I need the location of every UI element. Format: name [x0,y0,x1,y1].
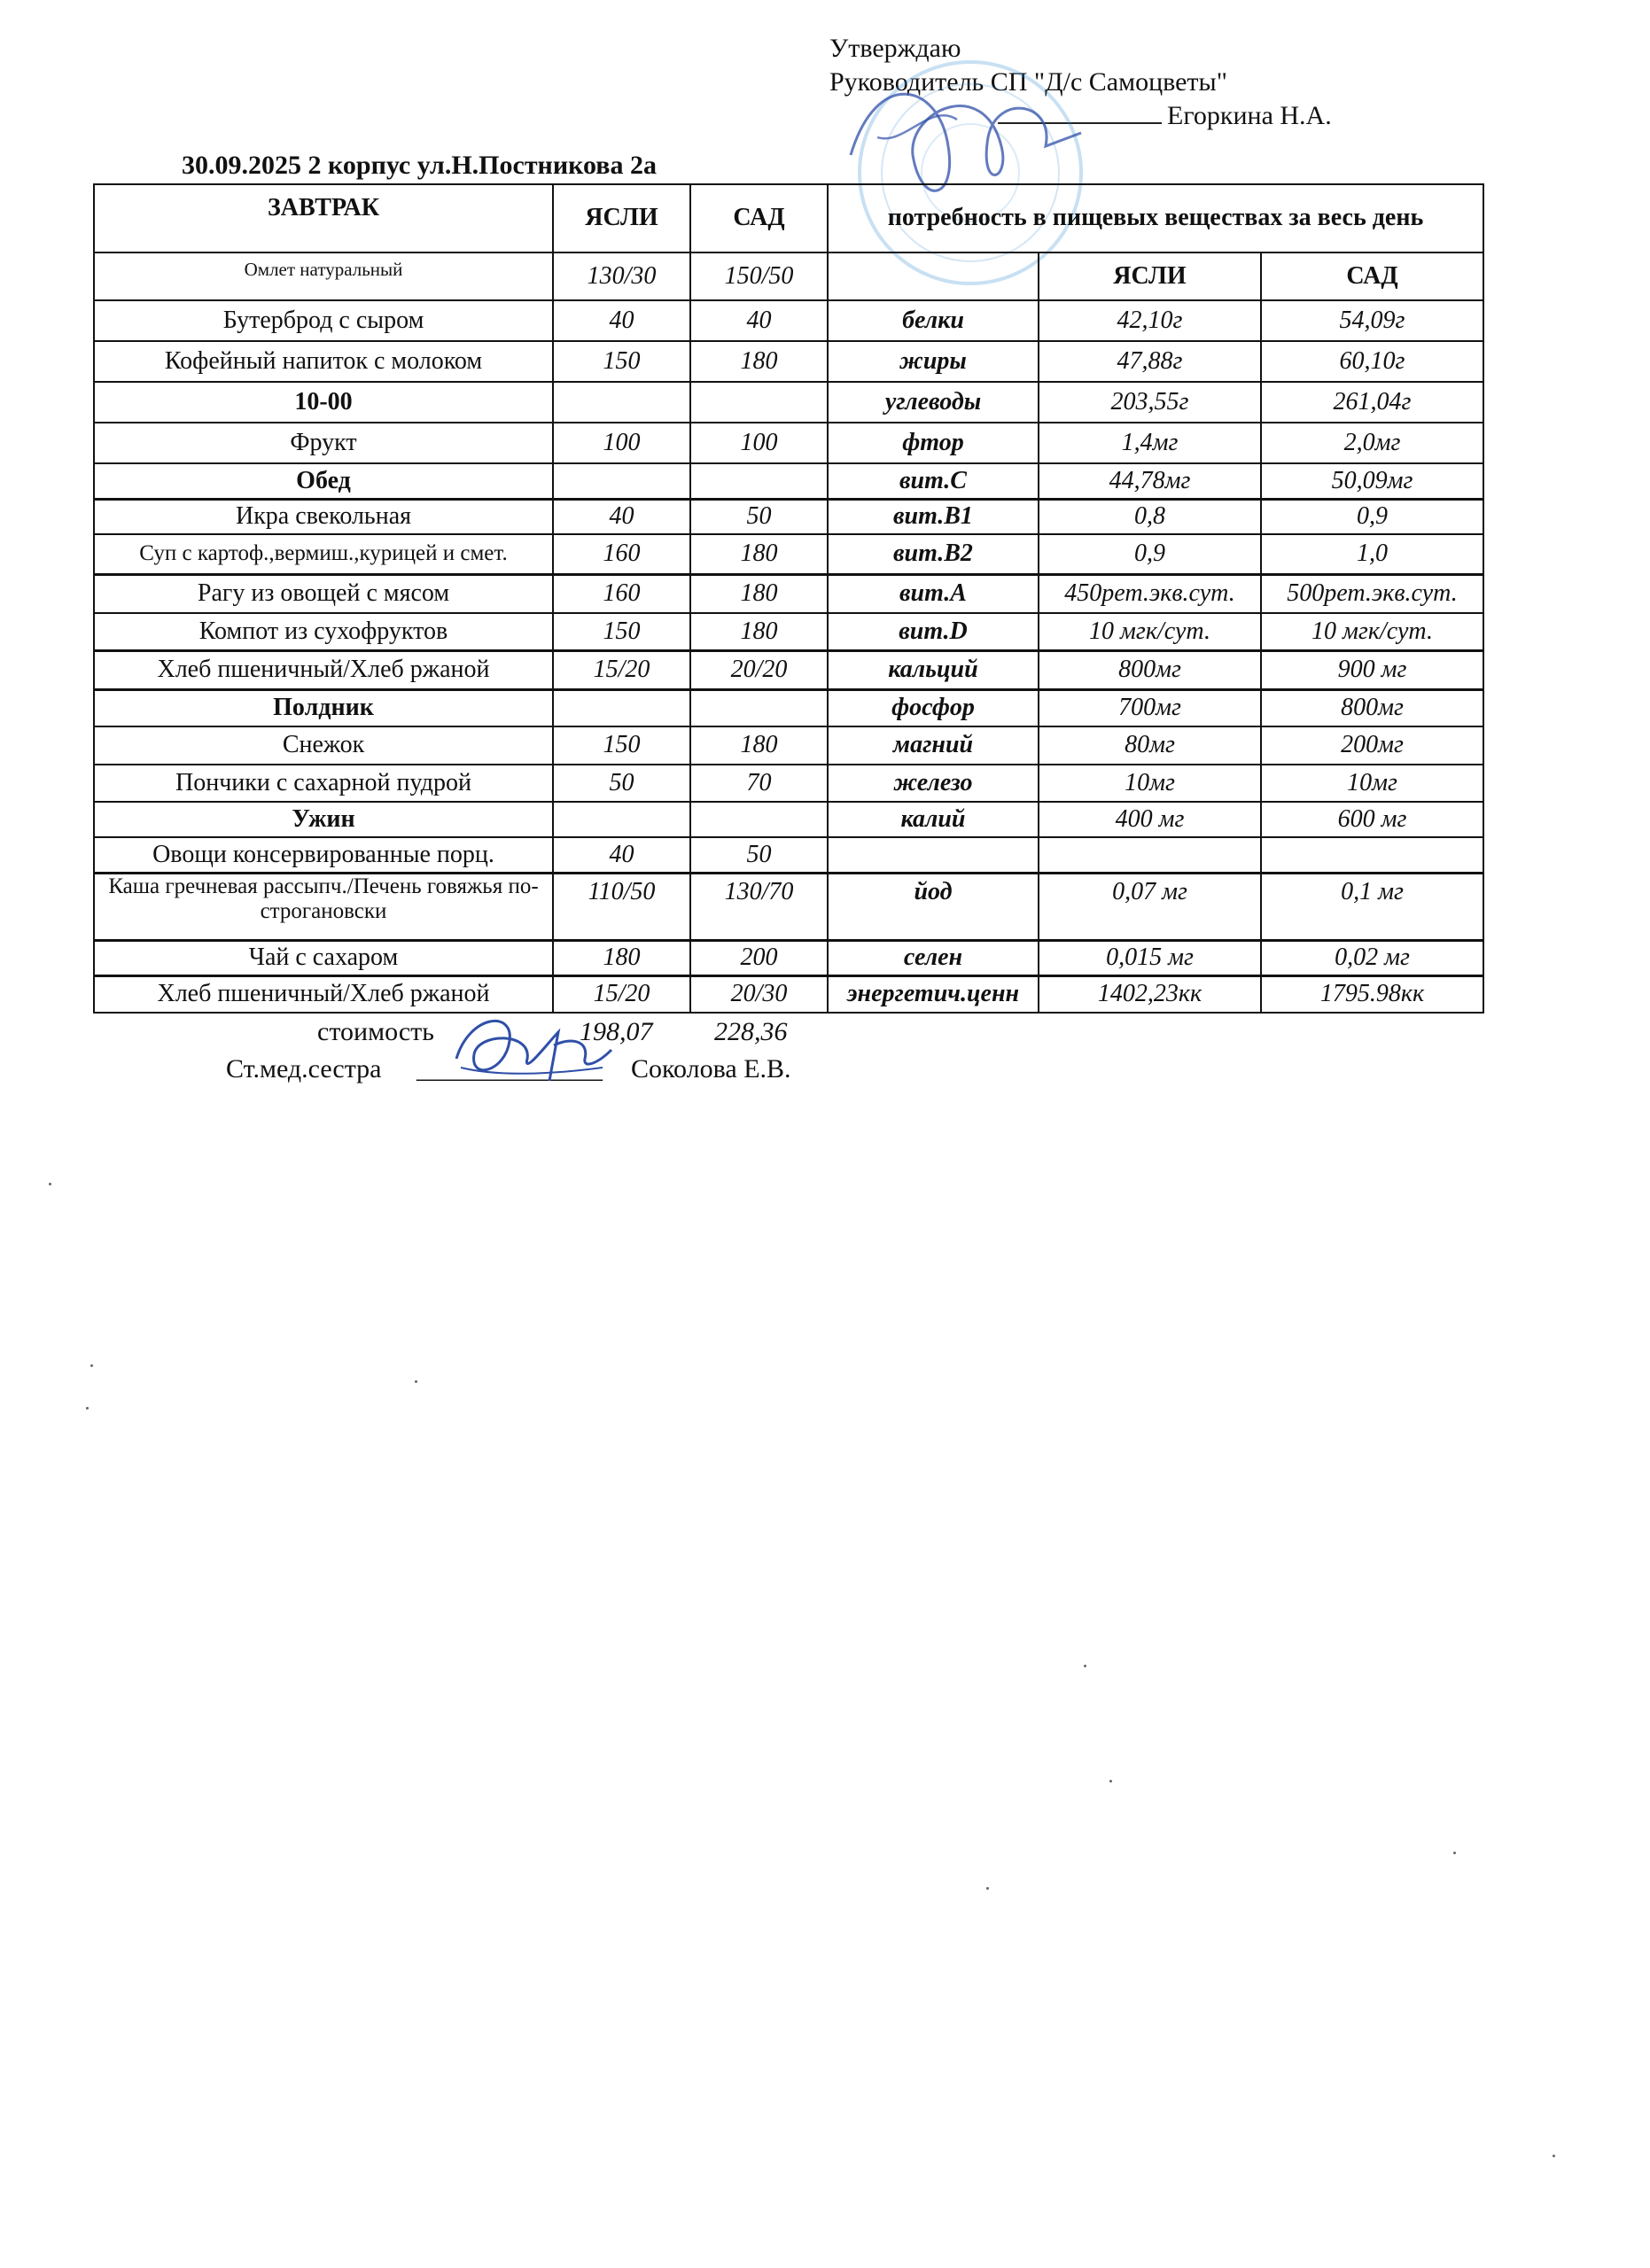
portion-sad: 180 [690,574,828,613]
scan-speck [49,1183,51,1185]
nutrient-yasli: 44,78мг [1039,463,1261,499]
portion-yasli: 40 [553,499,690,534]
nutrient-sad: 0,9 [1261,499,1483,534]
portion-sad [690,382,828,423]
nutrient-sad: 500рет.экв.сут. [1261,574,1483,613]
nutrient-yasli: 700мг [1039,689,1261,726]
portion-yasli [553,689,690,726]
nutrient-yasli: 400 мг [1039,802,1261,837]
header-meal: ЗАВТРАК [94,184,553,252]
scan-speck [1109,1780,1112,1783]
portion-sad: 180 [690,341,828,382]
header-sad: САД [690,184,828,252]
nutrient-yasli: 10мг [1039,765,1261,802]
portion-sad: 130/70 [690,873,828,940]
approval-line-1: Утверждаю [829,34,961,63]
dish-name: Компот из сухофруктов [94,613,553,650]
nutrient-sad: 900 мг [1261,650,1483,689]
dish-name: Каша гречневая рассыпч./Печень говяжья по-строгановски [94,873,553,940]
nutrient-sad: 2,0мг [1261,423,1483,463]
table-row [94,837,1483,873]
nutrient-sad: 10 мгк/сут. [1261,613,1483,650]
table-row [94,689,1483,726]
nutrient-name: селен [828,940,1039,975]
nutrient-name: калий [828,802,1039,837]
nutrient-sad: 54,09г [1261,300,1483,341]
dish-name: Кофейный напиток с молоком [94,341,553,382]
dish-name: Бутерброд с сыром [94,300,553,341]
table-row [94,726,1483,765]
menu-table-body [94,184,1483,1013]
nutrient-yasli: 203,55г [1039,382,1261,423]
nutrient-yasli: 0,015 мг [1039,940,1261,975]
nutrient-yasli: 450рет.экв.сут. [1039,574,1261,613]
portion-yasli: 15/20 [553,975,690,1013]
portion-sad: 50 [690,837,828,873]
table-row [94,613,1483,650]
nutrient-name: вит.В1 [828,499,1039,534]
portion-sad: 180 [690,726,828,765]
nutrient-name: фосфор [828,689,1039,726]
nutrient-name: жиры [828,341,1039,382]
nutrient-name: вит.В2 [828,534,1039,574]
nutrient-sad: 1795.98кк [1261,975,1483,1013]
portion-yasli [553,802,690,837]
portion-yasli [553,463,690,499]
portion-yasli: 160 [553,534,690,574]
portion-yasli: 150 [553,341,690,382]
cost-sad: 228,36 [714,1017,788,1046]
dish-name: Пончики с сахарной пудрой [94,765,553,802]
scan-speck [1453,1852,1456,1854]
nutrient-name: кальций [828,650,1039,689]
nutrient-name: белки [828,300,1039,341]
cost-label: стоимость [317,1017,434,1046]
scan-speck [90,1364,93,1367]
portion-sad: 40 [690,300,828,341]
portion-sad: 150/50 [690,252,828,300]
portion-sad: 200 [690,940,828,975]
table-header-row [94,184,1483,252]
table-row [94,873,1483,940]
nutrient-yasli: 800мг [1039,650,1261,689]
portion-sad: 180 [690,534,828,574]
nutrient-yasli: 0,8 [1039,499,1261,534]
nutrient-name: железо [828,765,1039,802]
menu-table [93,183,1484,1014]
portion-yasli: 40 [553,837,690,873]
nutrient-yasli: 1402,23кк [1039,975,1261,1013]
nutrient-name: энергетич.ценн [828,975,1039,1013]
nutrient-yasli: 1,4мг [1039,423,1261,463]
portion-yasli: 150 [553,726,690,765]
portion-sad: 180 [690,613,828,650]
nurse-signature-line: ______________ [416,1054,603,1084]
dish-name: Полдник [94,689,553,726]
nutrient-sad: 60,10г [1261,341,1483,382]
table-row [94,765,1483,802]
needs-header-yasli: ЯСЛИ [1039,252,1261,300]
portion-yasli [553,382,690,423]
nutrient-name: йод [828,873,1039,940]
nutrient-yasli: 42,10г [1039,300,1261,341]
dish-name: Овощи консервированные порц. [94,837,553,873]
nutrient-sad: 800мг [1261,689,1483,726]
portion-sad: 20/20 [690,650,828,689]
needs-header-sad: САД [1261,252,1483,300]
nutrient-sad: 261,04г [1261,382,1483,423]
nutrient-name: вит.А [828,574,1039,613]
nutrient-yasli [1039,837,1261,873]
nutrient-sad [1261,837,1483,873]
nutrient-yasli: 80мг [1039,726,1261,765]
dish-name: Чай с сахаром [94,940,553,975]
portion-sad [690,463,828,499]
nutrient-sad: 0,02 мг [1261,940,1483,975]
approval-sign-row [829,99,1332,133]
scan-speck [986,1887,989,1890]
nurse-name: Соколова Е.В. [631,1054,791,1084]
approval-signature-line [998,122,1162,124]
scan-speck [86,1407,89,1410]
nutrient-sad: 0,1 мг [1261,873,1483,940]
dish-name: Суп с картоф.,вермиш.,курицей и смет. [94,534,553,574]
scan-speck [1553,2155,1555,2157]
dish-name: Хлеб пшеничный/Хлеб ржаной [94,975,553,1013]
nutrient-name: вит.С [828,463,1039,499]
nutrient-name: фтор [828,423,1039,463]
portion-sad: 50 [690,499,828,534]
table-row [94,940,1483,975]
dish-name: 10-00 [94,382,553,423]
portion-sad: 20/30 [690,975,828,1013]
table-row [94,499,1483,534]
nutrient-yasli: 47,88г [1039,341,1261,382]
nutrient-yasli: 0,07 мг [1039,873,1261,940]
approval-line-2: Руководитель СП "Д/с Самоцветы" [829,67,1227,97]
table-row [94,423,1483,463]
nutrient-sad: 50,09мг [1261,463,1483,499]
dish-name: Ужин [94,802,553,837]
portion-sad [690,689,828,726]
nutrient-name: магний [828,726,1039,765]
portion-yasli: 110/50 [553,873,690,940]
scan-speck [415,1380,417,1383]
table-row [94,534,1483,574]
nutrient-name [828,252,1039,300]
dish-name: Фрукт [94,423,553,463]
table-row [94,650,1483,689]
header-yasli: ЯСЛИ [553,184,690,252]
nutrient-sad: 600 мг [1261,802,1483,837]
portion-yasli: 100 [553,423,690,463]
nurse-label: Ст.мед.сестра [226,1054,382,1084]
portion-sad: 100 [690,423,828,463]
portion-yasli: 160 [553,574,690,613]
cost-yasli: 198,07 [580,1017,653,1046]
table-row [94,382,1483,423]
dish-name: Снежок [94,726,553,765]
dish-name: Икра свекольная [94,499,553,534]
portion-yasli: 130/30 [553,252,690,300]
portion-yasli: 150 [553,613,690,650]
nutrient-name [828,837,1039,873]
nutrient-sad: 1,0 [1261,534,1483,574]
nutrient-name: вит.D [828,613,1039,650]
document-title: 30.09.2025 2 корпус ул.Н.Постникова 2а [182,151,657,180]
approval-block [829,32,1332,133]
nutrient-sad: 10мг [1261,765,1483,802]
portion-sad: 70 [690,765,828,802]
portion-yasli: 40 [553,300,690,341]
table-row [94,252,1483,300]
table-row [94,975,1483,1013]
dish-name: Обед [94,463,553,499]
scan-speck [1084,1665,1086,1667]
table-row [94,574,1483,613]
approval-name: Егоркина Н.А. [1167,101,1332,130]
header-needs: потребность в пищевых веществах за весь день [828,184,1483,252]
dish-name: Хлеб пшеничный/Хлеб ржаной [94,650,553,689]
nutrient-name: углеводы [828,382,1039,423]
nutrient-yasli: 0,9 [1039,534,1261,574]
portion-sad [690,802,828,837]
dish-name: Омлет натуральный [94,252,553,300]
portion-yasli: 50 [553,765,690,802]
nutrient-yasli: 10 мгк/сут. [1039,613,1261,650]
nutrient-sad: 200мг [1261,726,1483,765]
portion-yasli: 180 [553,940,690,975]
table-row [94,463,1483,499]
table-row [94,802,1483,837]
table-row [94,300,1483,341]
dish-name: Рагу из овощей с мясом [94,574,553,613]
table-row [94,341,1483,382]
portion-yasli: 15/20 [553,650,690,689]
